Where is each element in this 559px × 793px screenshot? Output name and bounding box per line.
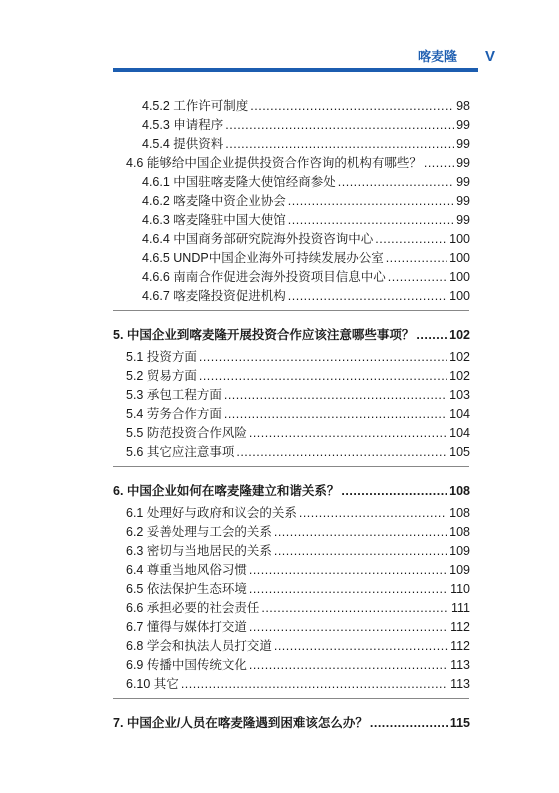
leader-dots: [338, 175, 454, 189]
leader-dots: [274, 639, 448, 653]
toc-entry-label: 5.2 贸易方面: [126, 369, 197, 383]
toc-entry-page: 104: [449, 426, 470, 440]
leader-dots: [249, 563, 447, 577]
leader-dots: [250, 99, 454, 113]
toc-entry-label: 5.4 劳务合作方面: [126, 407, 222, 421]
toc-entry-page: 100: [449, 251, 470, 265]
leader-dots: [199, 369, 447, 383]
leader-dots: [225, 118, 454, 132]
leader-dots: [288, 213, 454, 227]
toc-entry-page: 112: [450, 639, 470, 653]
toc-entry-label: 5. 中国企业到喀麦隆开展投资合作应该注意哪些事项？: [113, 328, 415, 342]
toc-entry-page: 99: [456, 194, 470, 208]
leader-dots: [288, 289, 447, 303]
leader-dots: [274, 525, 447, 539]
leader-dots: [224, 388, 447, 402]
toc-entry[interactable]: [142, 286, 470, 303]
toc-entry[interactable]: [126, 347, 470, 364]
leader-dots: [424, 156, 454, 170]
toc-entry-label: 4.5.2 工作许可制度: [142, 99, 249, 113]
leader-dots: [249, 658, 448, 672]
section-divider: [113, 466, 469, 467]
toc-entry[interactable]: [126, 541, 470, 558]
leader-dots: [288, 194, 454, 208]
toc-entry-label: 5.1 投资方面: [126, 350, 197, 364]
toc-entry-label: 4.5.4 提供资料: [142, 137, 224, 151]
leader-dots: [416, 328, 447, 342]
toc-chapter-entry[interactable]: [113, 481, 470, 498]
toc-entry[interactable]: [142, 229, 470, 246]
toc-entry[interactable]: [126, 366, 470, 383]
toc-entry-label: 7. 中国企业/人员在喀麦隆遇到困难该怎么办？: [113, 716, 368, 730]
toc-entry[interactable]: [126, 153, 470, 170]
leader-dots: [199, 350, 447, 364]
toc-entry-page: 108: [449, 506, 470, 520]
toc-entry-page: 100: [449, 289, 470, 303]
toc-entry-label: 6. 中国企业如何在喀麦隆建立和谐关系？: [113, 484, 340, 498]
toc-entry-label: 6.1 处理好与政府和议会的关系: [126, 506, 297, 520]
toc-entry-page: 103: [449, 388, 470, 402]
toc-entry-label: 4.6.1 中国驻喀麦隆大使馆经商参处: [142, 175, 336, 189]
toc-entry-page: 110: [450, 582, 470, 596]
toc-entry-label: 4.6.6 南南合作促进会海外投资项目信息中心: [142, 270, 386, 284]
toc-entry[interactable]: [126, 560, 470, 577]
toc-entry-label: 6.6 承担必要的社会责任: [126, 601, 260, 615]
leader-dots: [249, 426, 447, 440]
leader-dots: [225, 137, 454, 151]
leader-dots: [236, 445, 447, 459]
header-rule: [113, 68, 478, 72]
leader-dots: [261, 601, 449, 615]
toc-entry[interactable]: [126, 579, 470, 596]
toc-entry[interactable]: [142, 267, 470, 284]
toc-entry[interactable]: [126, 655, 470, 672]
toc-entry[interactable]: [126, 423, 470, 440]
toc-entry[interactable]: [142, 191, 470, 208]
toc-entry-label: 6.2 妥善处理与工会的关系: [126, 525, 272, 539]
toc-entry-label: 6.5 依法保护生态环境: [126, 582, 247, 596]
toc-entry-page: 99: [456, 156, 470, 170]
toc-entry-label: 6.9 传播中国传统文化: [126, 658, 247, 672]
toc-entry-label: 6.7 懂得与媒体打交道: [126, 620, 247, 634]
toc-entry[interactable]: [126, 617, 470, 634]
leader-dots: [386, 251, 447, 265]
toc-entry-label: 5.5 防范投资合作风险: [126, 426, 247, 440]
page-number-roman: V: [485, 48, 496, 65]
toc-entry-page: 112: [450, 620, 470, 634]
toc-entry-page: 99: [456, 137, 470, 151]
toc-entry[interactable]: [126, 674, 470, 691]
toc-entry[interactable]: [142, 134, 470, 151]
section-divider: [113, 698, 469, 699]
leader-dots: [274, 544, 447, 558]
toc-entry-label: 4.5.3 申请程序: [142, 118, 224, 132]
toc-entry[interactable]: [142, 248, 470, 265]
toc-entry-label: 6.8 学会和执法人员打交道: [126, 639, 272, 653]
toc-entry-page: 109: [449, 563, 470, 577]
toc-entry[interactable]: [142, 115, 470, 132]
leader-dots: [341, 484, 447, 498]
leader-dots: [388, 270, 447, 284]
leader-dots: [299, 506, 447, 520]
toc-entry-page: 102: [449, 369, 470, 383]
toc-entry[interactable]: [142, 96, 470, 113]
toc-entry-page: 104: [449, 407, 470, 421]
toc-entry-page: 99: [456, 118, 470, 132]
toc-chapter-entry[interactable]: [113, 325, 470, 342]
toc-entry-label: 6.3 密切与当地居民的关系: [126, 544, 272, 558]
toc-entry-page: 100: [449, 232, 470, 246]
toc-entry[interactable]: [126, 385, 470, 402]
toc-entry[interactable]: [126, 598, 470, 615]
toc-entry-label: 5.6 其它应注意事项: [126, 445, 235, 459]
toc-entry[interactable]: [126, 522, 470, 539]
toc-entry[interactable]: [126, 404, 470, 421]
toc-chapter-entry[interactable]: [113, 713, 470, 730]
toc-entry-page: 108: [449, 525, 470, 539]
toc-entry[interactable]: [142, 210, 470, 227]
leader-dots: [249, 582, 448, 596]
toc-entry[interactable]: [126, 503, 470, 520]
toc-entry-label: 6.4 尊重当地风俗习惯: [126, 563, 247, 577]
toc-entry-page: 98: [456, 99, 470, 113]
toc-entry-label: 5.3 承包工程方面: [126, 388, 222, 402]
leader-dots: [249, 620, 448, 634]
toc-entry-page: 108: [449, 484, 470, 498]
toc-entry[interactable]: [142, 172, 470, 189]
toc-entry-page: 100: [449, 270, 470, 284]
toc-entry-label: 4.6.3 喀麦隆驻中国大使馆: [142, 213, 286, 227]
toc-entry-page: 109: [449, 544, 470, 558]
toc-entry-page: 113: [450, 677, 470, 691]
toc-entry-page: 102: [449, 328, 470, 342]
toc-entry-label: 4.6.2 喀麦隆中资企业协会: [142, 194, 286, 208]
toc-entry[interactable]: [126, 636, 470, 653]
leader-dots: [181, 677, 448, 691]
leader-dots: [224, 407, 447, 421]
toc-entry-label: 6.10 其它: [126, 677, 179, 691]
toc-entry-page: 102: [449, 350, 470, 364]
leader-dots: [375, 232, 447, 246]
toc-entry-page: 113: [450, 658, 470, 672]
toc-entry-label: 4.6.4 中国商务部研究院海外投资咨询中心: [142, 232, 374, 246]
toc-entry[interactable]: [126, 442, 470, 459]
toc-entry-page: 99: [456, 175, 470, 189]
toc-entry-page: 111: [450, 601, 470, 615]
toc-entry-label: 4.6.5 UNDP中国企业海外可持续发展办公室: [142, 251, 384, 265]
toc-entry-page: 115: [449, 716, 470, 730]
toc-entry-label: 4.6.7 喀麦隆投资促进机构: [142, 289, 286, 303]
toc-entry-label: 4.6 能够给中国企业提供投资合作咨询的机构有哪些？: [126, 156, 422, 170]
running-header-title: 喀麦隆: [418, 49, 458, 64]
toc-entry-page: 105: [449, 445, 470, 459]
toc-entry-page: 99: [456, 213, 470, 227]
leader-dots: [370, 716, 448, 730]
section-divider: [113, 310, 469, 311]
